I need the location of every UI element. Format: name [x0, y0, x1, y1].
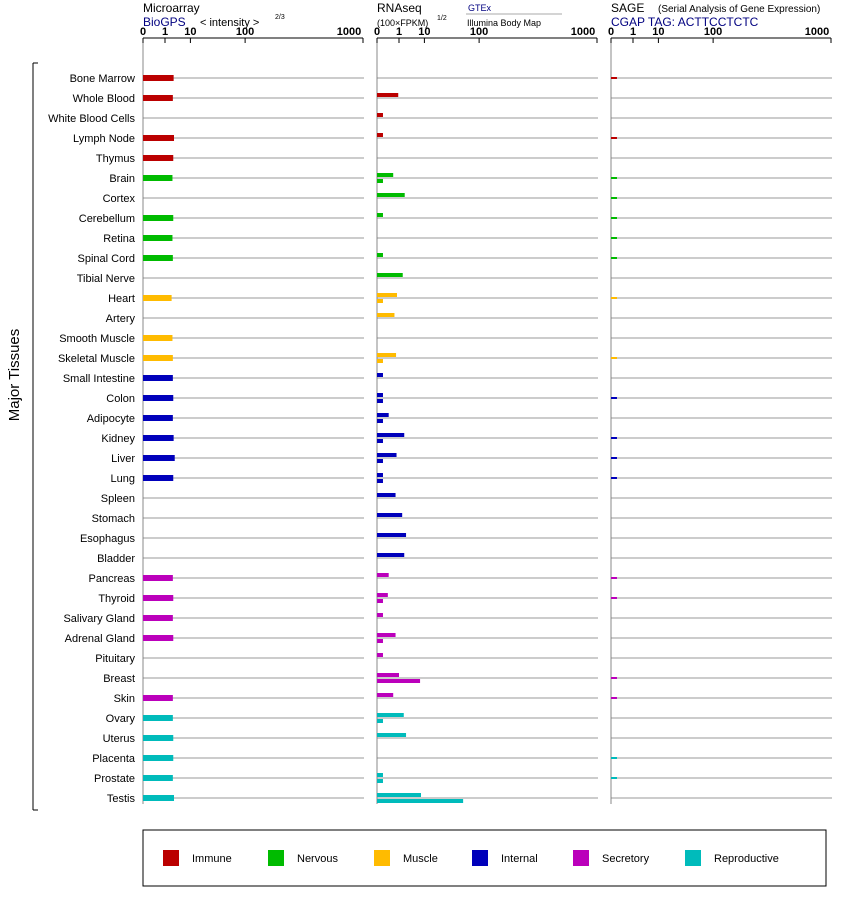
- bar-rnaseq: [377, 779, 383, 783]
- bar-rnaseq: [377, 359, 383, 363]
- rnaseq-legend-gtex[interactable]: GTEx: [468, 3, 492, 13]
- bar-rnaseq: [377, 719, 383, 723]
- bar-rnaseq: [377, 213, 383, 217]
- tissue-label: Prostate: [94, 773, 135, 785]
- x-tick-label: 1000: [570, 26, 596, 38]
- bar-rnaseq: [377, 373, 383, 377]
- bar-microarray: [143, 355, 173, 361]
- bar-sage: [611, 297, 617, 299]
- bar-rnaseq: [377, 293, 397, 297]
- bar-microarray: [143, 215, 173, 221]
- bar-rnaseq: [377, 733, 406, 737]
- bar-rnaseq: [377, 573, 389, 577]
- bar-rnaseq: [377, 173, 393, 177]
- bar-rnaseq: [377, 799, 463, 803]
- bar-microarray: [143, 415, 173, 421]
- tissue-label: Thyroid: [98, 593, 135, 605]
- x-tick-label: 100: [469, 26, 489, 38]
- microarray-source[interactable]: BioGPS: [143, 15, 186, 29]
- bar-rnaseq: [377, 93, 398, 97]
- x-tick-label: 100: [235, 26, 255, 38]
- tissue-label: Kidney: [101, 433, 135, 445]
- bar-rnaseq: [377, 253, 383, 257]
- bar-rnaseq: [377, 453, 397, 457]
- tissue-label: Pancreas: [88, 573, 135, 585]
- bar-sage: [611, 357, 617, 359]
- bar-rnaseq: [377, 193, 405, 197]
- legend-label: Nervous: [297, 853, 338, 865]
- rnaseq-unit-exponent: 1/2: [437, 15, 447, 22]
- x-tick-label: 1000: [804, 26, 830, 38]
- legend-swatch: [163, 850, 179, 866]
- microarray-title: Microarray: [143, 1, 200, 15]
- tissue-label: Pituitary: [95, 653, 135, 665]
- tissue-label: Bone Marrow: [69, 73, 135, 85]
- legend-swatch: [573, 850, 589, 866]
- bar-rnaseq: [377, 353, 396, 357]
- rnaseq-unit: (100×FPKM): [377, 18, 429, 28]
- bar-sage: [611, 237, 617, 239]
- tissue-label: Spinal Cord: [77, 253, 135, 265]
- legend-swatch: [685, 850, 701, 866]
- x-tick-label: 10: [652, 26, 665, 38]
- bar-sage: [611, 697, 617, 699]
- bar-sage: [611, 217, 617, 219]
- bar-microarray: [143, 75, 174, 81]
- tissue-label: Artery: [105, 313, 135, 325]
- y-axis-title: Major Tissues: [6, 328, 23, 422]
- legend-label: Reproductive: [714, 853, 779, 865]
- bar-rnaseq: [377, 673, 399, 677]
- bar-microarray: [143, 455, 175, 461]
- bar-microarray: [143, 175, 172, 181]
- x-tick-label: 0: [373, 26, 381, 38]
- bar-microarray: [143, 695, 173, 701]
- rnaseq-title: RNAseq: [377, 1, 422, 15]
- tissue-label: Adrenal Gland: [64, 633, 135, 645]
- tissue-label: Lymph Node: [73, 133, 135, 145]
- tissue-label: Salivary Gland: [63, 613, 135, 625]
- x-tick-label: 1: [629, 26, 637, 38]
- panel-axes: [140, 26, 831, 804]
- tissue-label: Stomach: [91, 513, 135, 525]
- sage-title: SAGE: [611, 1, 645, 15]
- tissue-label: Cortex: [102, 193, 135, 205]
- bar-rnaseq: [377, 419, 383, 423]
- y-axis: [6, 63, 38, 810]
- bar-rnaseq: [377, 553, 404, 557]
- tissue-label: Esophagus: [79, 533, 135, 545]
- legend-swatch: [268, 850, 284, 866]
- bar-rnaseq: [377, 713, 404, 717]
- tissue-label: Tibial Nerve: [76, 273, 135, 285]
- bar-microarray: [143, 615, 173, 621]
- bar-sage: [611, 477, 617, 479]
- bar-rnaseq: [377, 473, 383, 477]
- rnaseq-legend-ibm: Illumina Body Map: [467, 18, 542, 28]
- bar-microarray: [143, 575, 173, 581]
- bar-rnaseq: [377, 613, 383, 617]
- bar-rnaseq: [377, 639, 383, 643]
- tissue-label: Placenta: [92, 753, 135, 765]
- bar-rnaseq: [377, 773, 383, 777]
- bar-sage: [611, 777, 617, 779]
- tissue-label: White Blood Cells: [48, 113, 135, 125]
- x-tick-label: 10: [418, 26, 431, 38]
- tissue-label: Whole Blood: [72, 93, 135, 105]
- tissue-label: Brain: [109, 173, 135, 185]
- bar-sage: [611, 197, 617, 199]
- tissue-label: Colon: [106, 393, 135, 405]
- bar-microarray: [143, 395, 173, 401]
- tissue-label: Liver: [111, 453, 135, 465]
- sage-tag[interactable]: CGAP TAG: ACTTCCTCTC: [611, 15, 759, 29]
- bar-microarray: [143, 95, 173, 101]
- bar-rnaseq: [377, 313, 394, 317]
- bar-microarray: [143, 135, 174, 141]
- bar-rnaseq: [377, 433, 404, 437]
- bar-sage: [611, 177, 617, 179]
- tissue-label: Smooth Muscle: [59, 333, 135, 345]
- tissue-label: Skin: [113, 693, 135, 705]
- bar-microarray: [143, 255, 173, 261]
- tissue-label: Testis: [106, 793, 135, 805]
- bar-rnaseq: [377, 493, 396, 497]
- bar-rnaseq: [377, 179, 383, 183]
- bar-sage: [611, 677, 617, 679]
- bar-microarray: [143, 475, 173, 481]
- legend-label: Immune: [192, 853, 232, 865]
- tissue-label: Thymus: [95, 153, 135, 165]
- bar-rnaseq: [377, 133, 383, 137]
- bar-rnaseq: [377, 679, 420, 683]
- bar-rnaseq: [377, 513, 402, 517]
- bar-microarray: [143, 795, 174, 801]
- bar-sage: [611, 757, 617, 759]
- bar-rnaseq: [377, 479, 383, 483]
- expression-bars: [143, 75, 617, 803]
- bar-rnaseq: [377, 533, 406, 537]
- bar-rnaseq: [377, 113, 383, 117]
- legend-swatch: [472, 850, 488, 866]
- bar-rnaseq: [377, 653, 383, 657]
- tissue-label: Bladder: [97, 553, 135, 565]
- bar-microarray: [143, 335, 172, 341]
- tissue-label: Heart: [108, 293, 135, 305]
- microarray-unit-exponent: 2/3: [275, 14, 285, 21]
- microarray-unit: < intensity >: [200, 17, 260, 29]
- x-tick-label: 1000: [336, 26, 362, 38]
- bar-rnaseq: [377, 459, 383, 463]
- microarray-header: [143, 1, 285, 29]
- tissue-label: Uterus: [102, 733, 135, 745]
- tissue-label: Small Intestine: [62, 373, 135, 385]
- legend-label: Muscle: [403, 853, 438, 865]
- tissue-label: Adipocyte: [86, 413, 135, 425]
- bar-microarray: [143, 735, 173, 741]
- bar-rnaseq: [377, 393, 383, 397]
- bar-sage: [611, 437, 617, 439]
- legend-swatch: [374, 850, 390, 866]
- tissue-label: Cerebellum: [78, 213, 135, 225]
- x-tick-label: 1: [161, 26, 169, 38]
- x-tick-label: 1: [395, 26, 403, 38]
- bar-rnaseq: [377, 273, 403, 277]
- legend-label: Secretory: [602, 853, 650, 865]
- bar-rnaseq: [377, 399, 383, 403]
- tissue-label: Spleen: [100, 493, 135, 505]
- bar-sage: [611, 257, 617, 259]
- bar-microarray: [143, 235, 172, 241]
- x-tick-label: 0: [607, 26, 615, 38]
- bar-rnaseq: [377, 593, 388, 597]
- bar-sage: [611, 397, 617, 399]
- bar-rnaseq: [377, 633, 396, 637]
- bar-sage: [611, 77, 617, 79]
- bar-sage: [611, 137, 617, 139]
- tissue-label: Retina: [103, 233, 135, 245]
- bar-microarray: [143, 375, 173, 381]
- tissue-label: Breast: [103, 673, 135, 685]
- x-tick-label: 0: [139, 26, 147, 38]
- bar-sage: [611, 577, 617, 579]
- bar-rnaseq: [377, 693, 393, 697]
- bar-rnaseq: [377, 439, 383, 443]
- bar-microarray: [143, 715, 173, 721]
- bar-microarray: [143, 295, 172, 301]
- bar-rnaseq: [377, 599, 383, 603]
- tissue-label: Ovary: [105, 713, 135, 725]
- x-tick-label: 10: [184, 26, 197, 38]
- sage-subtitle: (Serial Analysis of Gene Expression): [658, 4, 821, 15]
- sage-header: [611, 1, 820, 29]
- bar-microarray: [143, 755, 173, 761]
- bar-microarray: [143, 635, 173, 641]
- bar-rnaseq: [377, 413, 389, 417]
- rnaseq-header: [377, 1, 562, 28]
- x-tick-label: 100: [703, 26, 723, 38]
- bar-microarray: [143, 155, 173, 161]
- tissue-label: Lung: [110, 473, 135, 485]
- bar-microarray: [143, 775, 173, 781]
- legend-label: Internal: [501, 853, 538, 865]
- bar-sage: [611, 457, 617, 459]
- bar-rnaseq: [377, 793, 421, 797]
- bar-rnaseq: [377, 299, 383, 303]
- bar-sage: [611, 597, 617, 599]
- bar-microarray: [143, 595, 173, 601]
- bar-microarray: [143, 435, 174, 441]
- tissue-label: Skeletal Muscle: [57, 353, 135, 365]
